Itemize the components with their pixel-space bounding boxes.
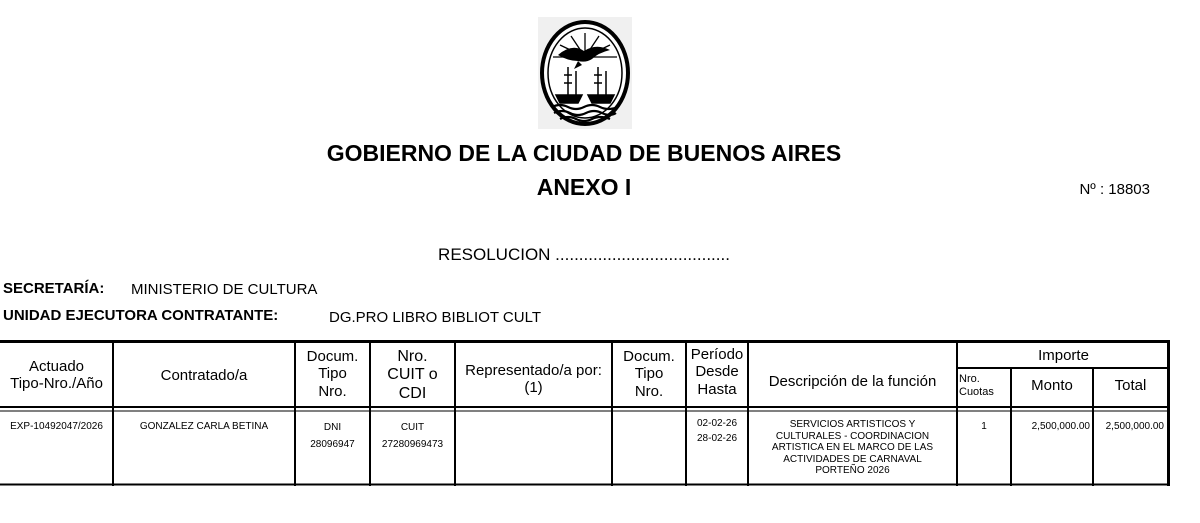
row-total: 2,500,000.00	[1105, 421, 1164, 432]
row-actuado: EXP-10492047/2026	[10, 421, 103, 432]
header-descripcion: Descripción de la función	[768, 373, 937, 390]
row-cuit: CUIT 27280969473	[381, 422, 444, 450]
unidad-label: UNIDAD EJECUTORA CONTRATANTE:	[3, 307, 279, 324]
header-importe: Importe	[1038, 347, 1089, 364]
secretaria-value: MINISTERIO DE CULTURA	[131, 281, 318, 298]
row-periodo: 02-02-26 28-02-26	[696, 418, 738, 444]
header-total: Total	[1114, 377, 1147, 394]
unidad-value: DG.PRO LIBRO BIBLIOT CULT	[329, 309, 541, 326]
row-doc: DNI 28096947	[310, 422, 355, 450]
row-monto: 2,500,000.00	[1031, 421, 1090, 432]
header-contratado: Contratado/a	[160, 367, 248, 384]
secretaria-label: SECRETARÍA:	[3, 280, 105, 297]
row-cuotas: 1	[981, 421, 987, 432]
header-cuotas: Nro. Cuotas	[959, 373, 994, 398]
header-monto: Monto	[1031, 377, 1073, 394]
city-seal-icon	[538, 17, 632, 129]
header-doc-tipo-2: Docum. Tipo Nro.	[623, 348, 675, 400]
government-title: GOBIERNO DE LA CIUDAD DE BUENOS AIRES	[326, 140, 842, 166]
document-number: Nº : 18803	[1079, 181, 1150, 198]
contracts-table	[0, 340, 1170, 486]
header-cuit: Nro. CUIT o CDI	[387, 348, 438, 402]
header-periodo: Período Desde Hasta	[690, 346, 744, 398]
row-contratado: GONZALEZ CARLA BETINA	[139, 421, 269, 432]
annex-title: ANEXO I	[536, 174, 632, 200]
resolution-line: RESOLUCION .....................................	[438, 245, 730, 264]
row-descripcion: SERVICIOS ARTISTICOS Y CULTURALES - COORDINACION ARTISTICA EN EL MARCO DE LAS ACTIVIDADES DE CARNAVAL PORTEÑO 2026	[771, 419, 934, 476]
header-representado: Representado/a por: (1)	[465, 362, 602, 397]
header-actuado: Actuado Tipo-Nro./Año	[10, 358, 103, 393]
header-doc-tipo: Docum. Tipo Nro.	[306, 348, 359, 400]
